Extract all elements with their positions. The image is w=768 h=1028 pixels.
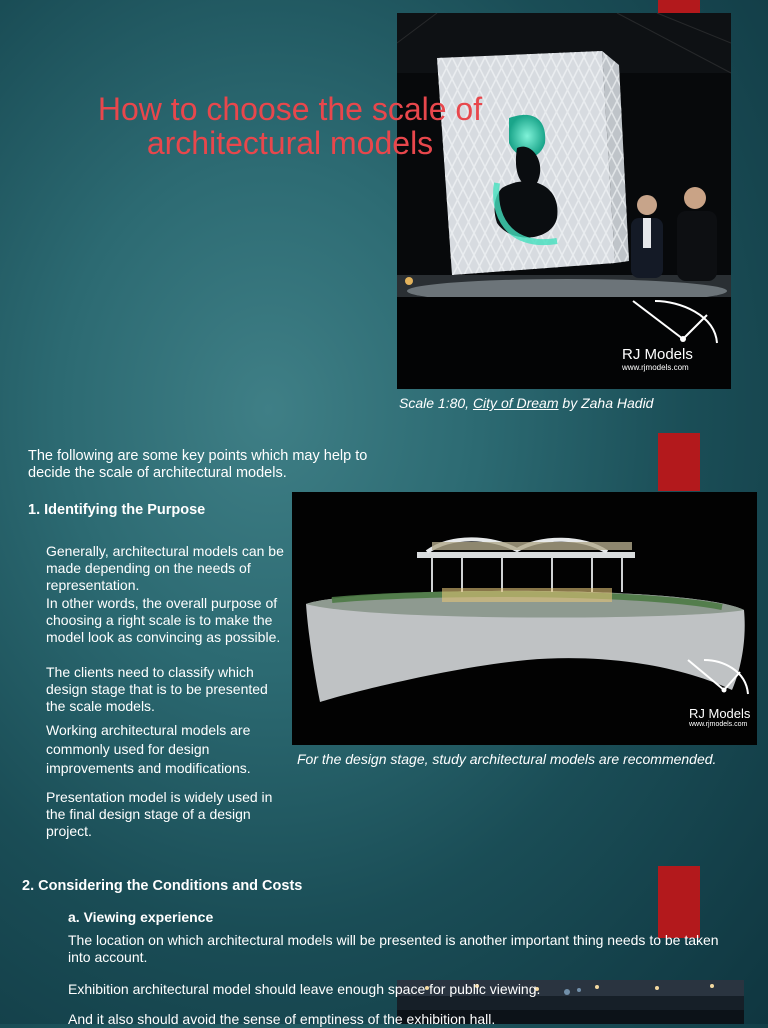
rj-models-logo-text-2: RJ Models [689,706,751,721]
section-1-paragraph-5: Presentation model is widely used in the final design stage of a design project. [46,789,273,839]
red-accent-bar-top [658,0,700,13]
rj-models-logo-icon [625,293,721,353]
red-accent-bar-middle [658,433,700,491]
section-1-paragraph-2: In other words, the overall purpose of choosing a right scale is to make the model look as convincing as possible. [46,595,281,645]
rj-models-logo-icon-2 [682,654,752,702]
section-2-heading: 2. Considering the Conditions and Costs [22,878,303,894]
section-1-heading: 1. Identifying the Purpose [28,502,206,518]
page-title [40,92,540,160]
section-1-paragraph-1: Generally, architectural models can be made depending on the needs of representation. [46,543,284,593]
section-2-paragraph-3: And it also should avoid the sense of emptiness of the exhibition hall. [68,1011,496,1027]
city-of-dream-link[interactable]: City of Dream [472,395,559,411]
hero-model-photo [397,13,731,389]
intro-text: The following are some key points which may help to decide the scale of architectural models. [28,448,368,481]
hero-caption [399,395,653,411]
section-2-paragraph-1: The location on which architectural models will be presented is another important thing needs to be taken into account. [68,932,719,965]
hero-caption-prefix: Scale 1:80, [399,395,473,411]
section-1-paragraph-3: The clients need to classify which design stage that is to be presented the scale models. [46,664,268,714]
section-2-subheading: a. Viewing experience [68,909,214,925]
rj-models-logo-url-2: www.rjmodels.com [689,721,748,728]
rj-models-logo-text: RJ Models [622,346,693,363]
page-title-line-2: architectural models [146,125,434,161]
rj-models-logo-url: www.rjmodels.com [622,363,689,372]
study-model-caption: For the design stage, study architectural models are recommended. [297,751,717,767]
section-2-paragraph-2: Exhibition architectural model should leave enough space for public viewing. [68,981,541,997]
section-1-paragraph-4: Working architectural models are commonly used for design improvements and modifications. [46,722,251,776]
study-model-photo [292,492,757,745]
red-accent-bar-lower [658,866,700,938]
hero-caption-suffix: by Zaha Hadid [558,395,654,411]
study-model-illustration [292,492,757,745]
page-title-line-1: How to choose the scale of [97,91,483,127]
